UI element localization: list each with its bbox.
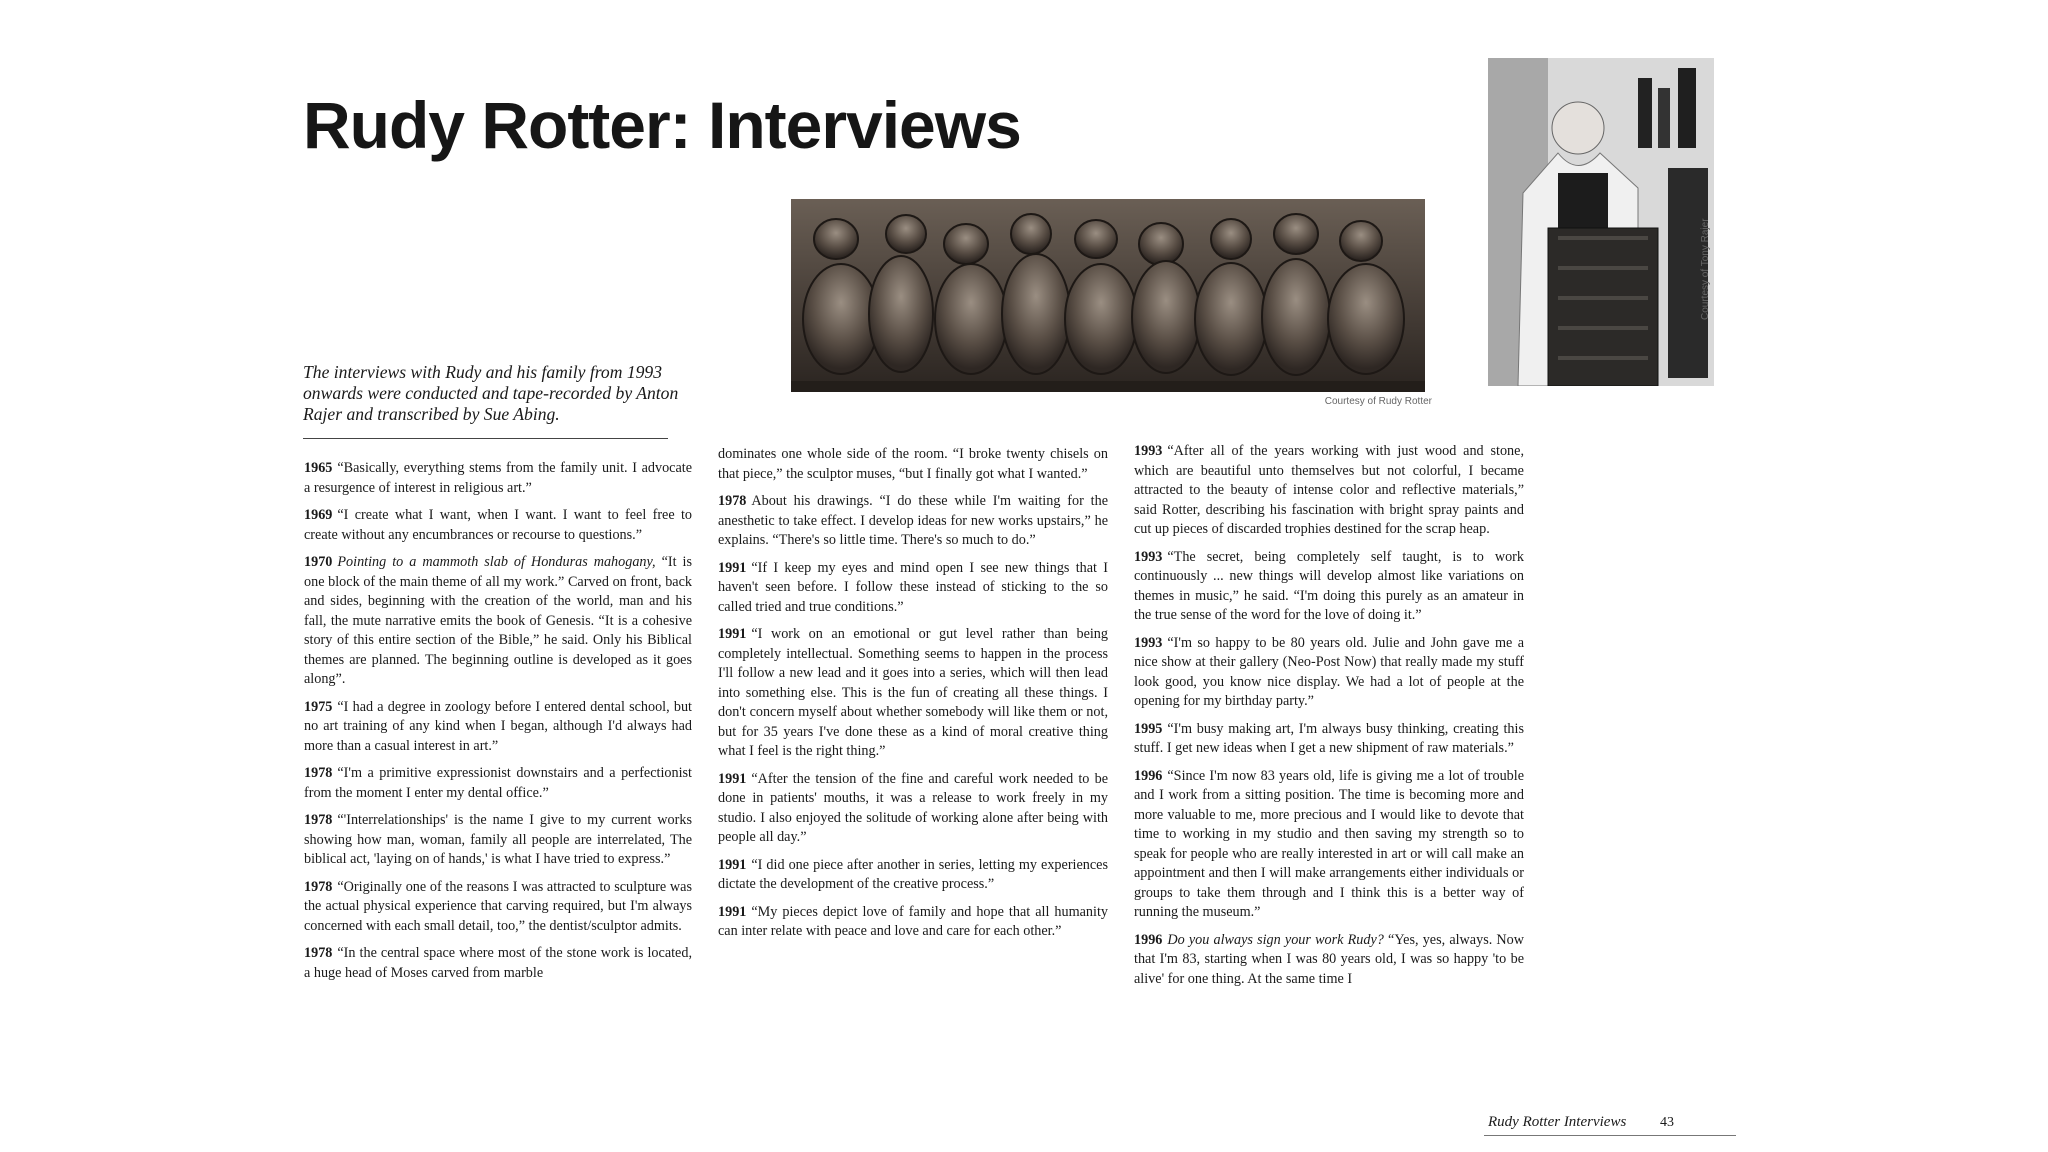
- page-title: Rudy Rotter: Interviews: [303, 88, 1021, 162]
- entry-paragraph: [718, 492, 1108, 551]
- entry-year: 1969: [304, 507, 333, 523]
- entry-text: “The secret, being completely self taught, is to work continuously ... new things will develop almost like variations on themes in music,” he said. “I'm doing this purely as an amateur in the true sense of the word for the love of doing it.”: [1134, 548, 1524, 623]
- entry-year: 1991: [718, 856, 747, 873]
- entry-text: “I had a degree in zoology before I entered dental school, but no art training of any kind when I began, although I'd always had more than a casual interest in art.”: [304, 698, 692, 754]
- entry-text: About his drawings. “I do these while I'm waiting for the anesthetic to take effect. I develop ideas for new works upstairs,” he explains. “There's so little time. There's so much to do.”: [718, 493, 1108, 548]
- entry-text: “Yes, yes, always. Now that I'm 83, starting when I was 80 years old, I was so happy 'to be alive' for one thing. At the same time I: [1134, 931, 1525, 987]
- text-column-1: [304, 459, 692, 991]
- entry-paragraph: [1134, 767, 1524, 923]
- entry-year: 1978: [718, 493, 747, 509]
- entry-text: “I did one piece after another in series, letting my experiences dictate the development of the creative process.”: [718, 856, 1108, 892]
- entry-paragraph: [718, 903, 1108, 942]
- relief-credit: Courtesy of Rudy Rotter: [1324, 396, 1432, 407]
- entry-paragraph: [1134, 931, 1524, 990]
- entry-italic-lead: Do you always sign your work Rudy?: [1167, 931, 1384, 948]
- entry-paragraph: [304, 459, 692, 498]
- entry-text: “If I keep my eyes and mind open I see new things that I haven't seen before. I follow these instead of sticking to the so called tried and true conditions.”: [718, 559, 1108, 615]
- entry-text: “My pieces depict love of family and hope that all humanity can inter relate with peace and love and care for each other.”: [718, 903, 1108, 939]
- entry-paragraph: [1134, 634, 1524, 712]
- entry-year: 1993: [1134, 443, 1163, 459]
- entry-year: 1991: [718, 770, 747, 787]
- entry-year: 1995: [1134, 720, 1163, 737]
- entry-text: “Originally one of the reasons I was attracted to sculpture was the actual physical experience that carving required, but I'm always concerned with each small detail, too,” the dentist/sculptor admits.: [304, 878, 692, 934]
- entry-year: 1996: [1134, 931, 1163, 948]
- entry-italic-lead: Pointing to a mammoth slab of Honduras mahogany,: [337, 554, 656, 570]
- entry-paragraph: [1134, 720, 1524, 759]
- entry-year: 1978: [304, 812, 333, 828]
- page-number: 43: [1660, 1115, 1675, 1130]
- text-column-2: [718, 445, 1108, 950]
- entry-text: “After the tension of the fine and careful work needed to be done in patients' mouths, it was a release to work freely in my studio. I also enjoyed the solitude of working alone after being with people all day.”: [718, 770, 1108, 845]
- entry-year: 1993: [1134, 548, 1163, 565]
- entry-text: “In the central space where most of the stone work is located, a huge head of Moses carved from marble: [304, 945, 692, 981]
- entry-text: “I create what I want, when I want. I want to feel free to create without any encumbrances or recourse to questions.”: [304, 507, 692, 543]
- entry-text: “I work on an emotional or gut level rather than being completely intellectual. Something seems to happen in the process I'll follow a new lead and it goes into a series, which will then lead into something else. This is the fun of creating all these things. I don't concern myself about whether somebody will like them or not, but for 35 years I've done these as a kind of moral creative thing what I feel is the right thing.”: [718, 626, 1108, 759]
- entry-text: “I'm busy making art, I'm always busy thinking, creating this stuff. I get new ideas when I get a new shipment of raw materials.”: [1134, 720, 1524, 756]
- entry-year: 1978: [304, 945, 333, 961]
- entry-year: 1965: [304, 460, 333, 476]
- entry-year: 1978: [304, 878, 333, 895]
- intro-divider: [303, 438, 668, 439]
- entry-text: “'Interrelationships' is the name I give to my current works showing how man, woman, family all people are interrelated, The biblical act, 'laying on of hands,' is what I have tried to express.”: [304, 812, 692, 867]
- entry-paragraph: [718, 445, 1108, 484]
- entry-text: “Basically, everything stems from the family unit. I advocate a resurgence of interest in religious art.”: [304, 460, 692, 496]
- text-column-3: [1134, 442, 1524, 997]
- entry-paragraph: [304, 698, 692, 757]
- entry-paragraph: [718, 770, 1108, 848]
- entry-text: “Since I'm now 83 years old, life is giving me a lot of trouble and I work from a sitting position. The time is becoming more and more valuable to me, more precious and I would like to devote that time to working in my studio and then saving my strength so to speak for people who are really interested in art or will call make an appointment and then I will make arrangements either individuals or groups to take them through and I think this is a better way of running the museum.”: [1134, 767, 1524, 920]
- footer-rule: [1484, 1135, 1736, 1136]
- entry-text: “I'm a primitive expressionist downstairs and a perfectionist from the moment I enter my dental office.”: [304, 765, 692, 801]
- photo-credit: Courtesy of Tony Rajer: [1700, 218, 1711, 320]
- entry-paragraph: [718, 856, 1108, 895]
- entry-year: 1978: [304, 765, 333, 781]
- entry-text: “I'm so happy to be 80 years old. Julie and John gave me a nice show at their gallery (Neo-Post Now) that really made my stuff look good, you know nice display. We had a lot of people at the opening for my birthday party.”: [1134, 634, 1524, 709]
- entry-year: 1975: [304, 698, 333, 715]
- entry-year: 1993: [1134, 634, 1163, 651]
- entry-year: 1991: [718, 559, 747, 576]
- entry-year: 1991: [718, 626, 747, 642]
- running-title: Rudy Rotter Interviews: [1488, 1114, 1627, 1130]
- entry-paragraph: [304, 944, 692, 983]
- entry-paragraph: [1134, 442, 1524, 540]
- entry-text: dominates one whole side of the room. “I broke twenty chisels on that piece,” the sculptor muses, “but I finally got what I wanted.”: [718, 446, 1108, 482]
- page-footer: [1488, 1114, 1674, 1131]
- entry-year: 1970: [304, 554, 333, 570]
- entry-paragraph: [304, 506, 692, 545]
- entry-year: 1991: [718, 903, 747, 920]
- entry-paragraph: [304, 764, 692, 803]
- artist-photo: [1488, 58, 1714, 386]
- entry-text: “After all of the years working with just wood and stone, which are beautiful unto themselves but not colorful, I became attracted to the beauty of intense color and reflective materials,” said Rotter, describing his fascination with bright spray paints and cut up pieces of discarded trophies destined for the scrap heap.: [1134, 443, 1524, 537]
- entry-paragraph: [718, 625, 1108, 762]
- entry-paragraph: [304, 811, 692, 870]
- relief-sculpture-image: [791, 199, 1425, 392]
- entry-paragraph: [304, 553, 692, 690]
- entry-paragraph: [718, 559, 1108, 618]
- entry-paragraph: [1134, 548, 1524, 626]
- intro-text: The interviews with Rudy and his family from 1993 onwards were conducted and tape-recorded by Anton Rajer and transcribed by Sue Abing.: [303, 362, 679, 424]
- entry-year: 1996: [1134, 767, 1163, 784]
- entry-paragraph: [304, 878, 692, 937]
- entry-text: “It is one block of the main theme of all my work.” Carved on front, back and sides, beginning with the creation of the world, man and his fall, the mute narrative emits the book of Genesis. “It is a cohesive story of this entire section of the Bible,” he said. Only his Biblical themes are planned. The beginning outline is developed as it goes along”.: [304, 554, 692, 687]
